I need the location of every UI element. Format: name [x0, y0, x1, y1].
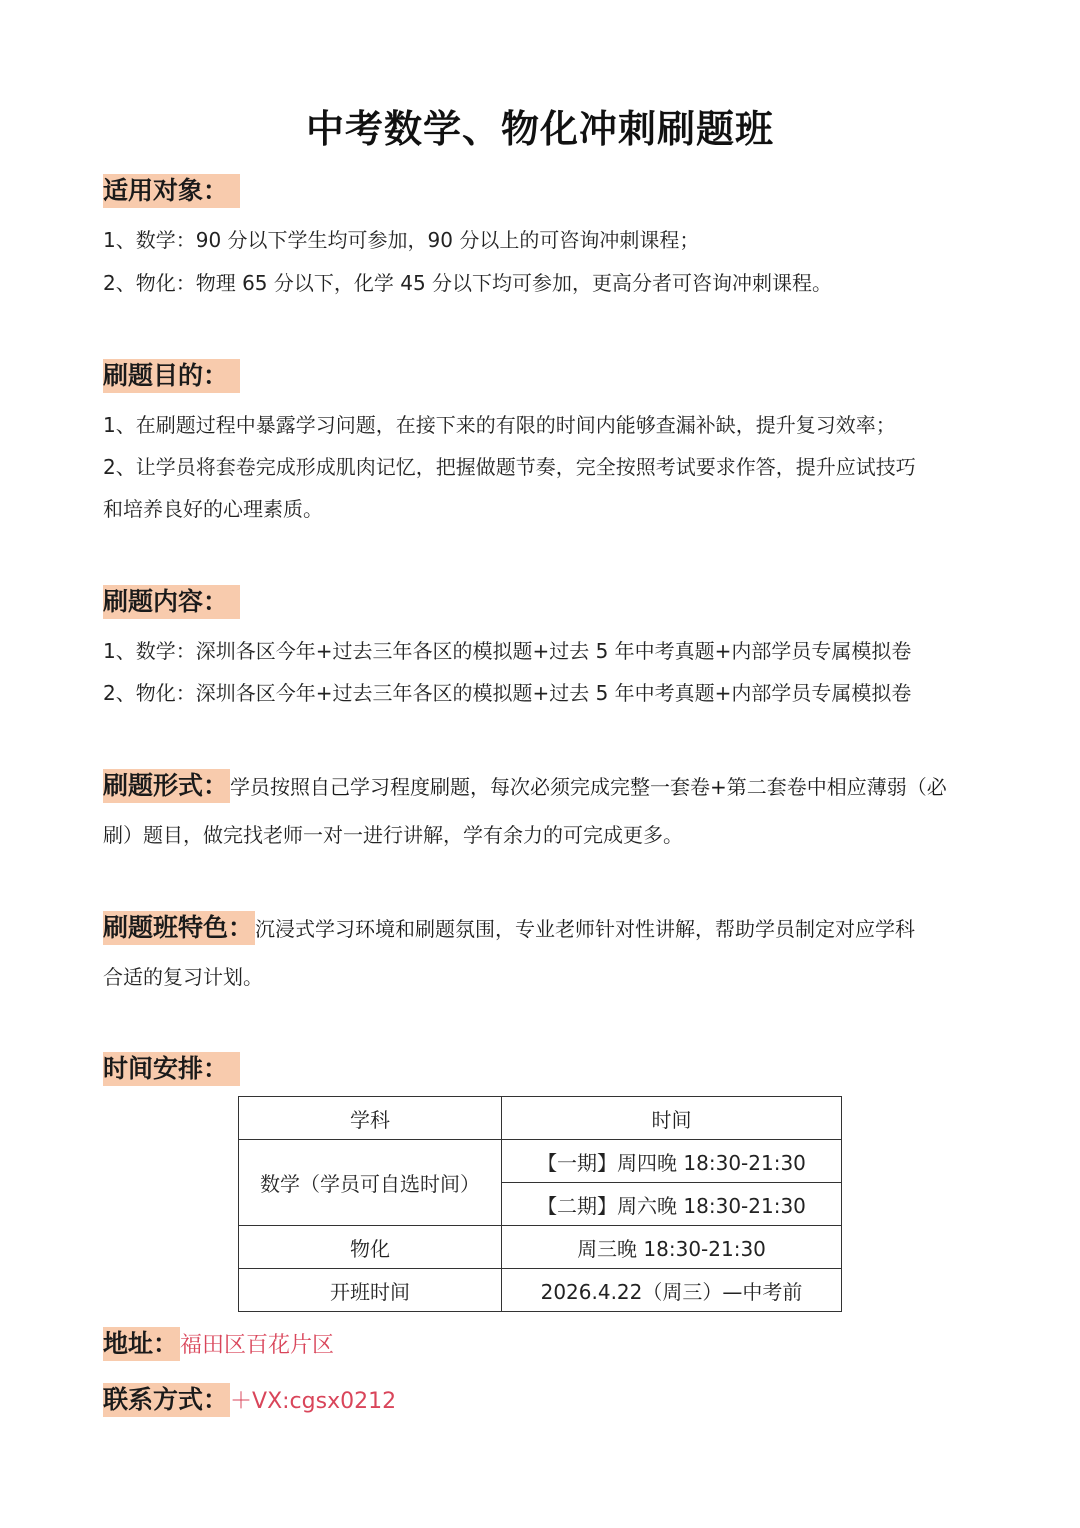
- section-format: [103, 769, 947, 803]
- table-row: [239, 1269, 842, 1312]
- content-line-2: 2、物化：深圳各区今年+过去三年各区的模拟题+过去 5 年中考真题+内部学员专属模拟卷: [103, 681, 912, 705]
- features-line-2: 合适的复习计划。: [103, 965, 263, 989]
- contact-label: 联系方式：: [103, 1383, 230, 1417]
- section-features: [103, 911, 915, 945]
- physchem-subject: 物化: [239, 1226, 502, 1269]
- heading-highlight: 适用对象：: [103, 174, 240, 208]
- contact-value: ＋VX:cgsx0212: [230, 1389, 397, 1414]
- purpose-line-3: 和培养良好的心理素质。: [103, 497, 323, 521]
- section-heading-target: [103, 174, 240, 208]
- section-heading-schedule: [103, 1052, 240, 1086]
- content-line-1: 1、数学：深圳各区今年+过去三年各区的模拟题+过去 5 年中考真题+内部学员专属模拟卷: [103, 639, 912, 663]
- purpose-line-2: 2、让学员将套卷完成形成肌肉记忆，把握做题节奏，完全按照考试要求作答，提升应试技巧: [103, 455, 916, 479]
- purpose-line-1: 1、在刷题过程中暴露学习问题，在接下来的有限的时间内能够查漏补缺，提升复习效率；: [103, 413, 896, 437]
- contact-row: [103, 1383, 396, 1417]
- start-time: 2026.4.22（周三）—中考前: [502, 1269, 842, 1312]
- math-subject: 数学（学员可自选时间）: [239, 1140, 502, 1226]
- section-heading-content: [103, 585, 240, 619]
- start-label: 开班时间: [239, 1269, 502, 1312]
- address-label: 地址：: [103, 1327, 180, 1361]
- heading-highlight: 刷题班特色：: [103, 911, 255, 945]
- target-line-2: 2、物化：物理 65 分以下，化学 45 分以下均可参加，更高分者可咨询冲刺课程。: [103, 271, 833, 295]
- header-time: 时间: [502, 1097, 842, 1140]
- address-value: 福田区百花片区: [180, 1333, 335, 1358]
- table-row: [239, 1226, 842, 1269]
- physchem-time: 周三晚 18:30-21:30: [502, 1226, 842, 1269]
- heading-highlight: 刷题形式：: [103, 769, 230, 803]
- heading-highlight: 刷题目的：: [103, 359, 240, 393]
- page-title: 中考数学、物化冲刺刷题班: [305, 107, 774, 151]
- features-line-1: 沉浸式学习环境和刷题氛围，专业老师针对性讲解，帮助学员制定对应学科: [255, 917, 916, 941]
- math-slot-2: 【二期】周六晚 18:30-21:30: [502, 1183, 842, 1226]
- heading-highlight: 刷题内容：: [103, 585, 240, 619]
- format-line-2: 刷）题目，做完找老师一对一进行讲解，学有余力的可完成更多。: [103, 823, 683, 847]
- format-line-1: 学员按照自己学习程度刷题，每次必须完成完整一套卷+第二套卷中相应薄弱（必: [230, 775, 947, 799]
- math-slot-1: 【一期】周四晚 18:30-21:30: [502, 1140, 842, 1183]
- address-row: [103, 1327, 334, 1361]
- table-row: [239, 1140, 842, 1183]
- schedule-table: [238, 1096, 842, 1312]
- heading-highlight: 时间安排：: [103, 1052, 240, 1086]
- table-header-row: [239, 1097, 842, 1140]
- header-subject: 学科: [239, 1097, 502, 1140]
- section-heading-purpose: [103, 359, 240, 393]
- target-line-1: 1、数学：90 分以下学生均可参加，90 分以上的可咨询冲刺课程；: [103, 228, 700, 252]
